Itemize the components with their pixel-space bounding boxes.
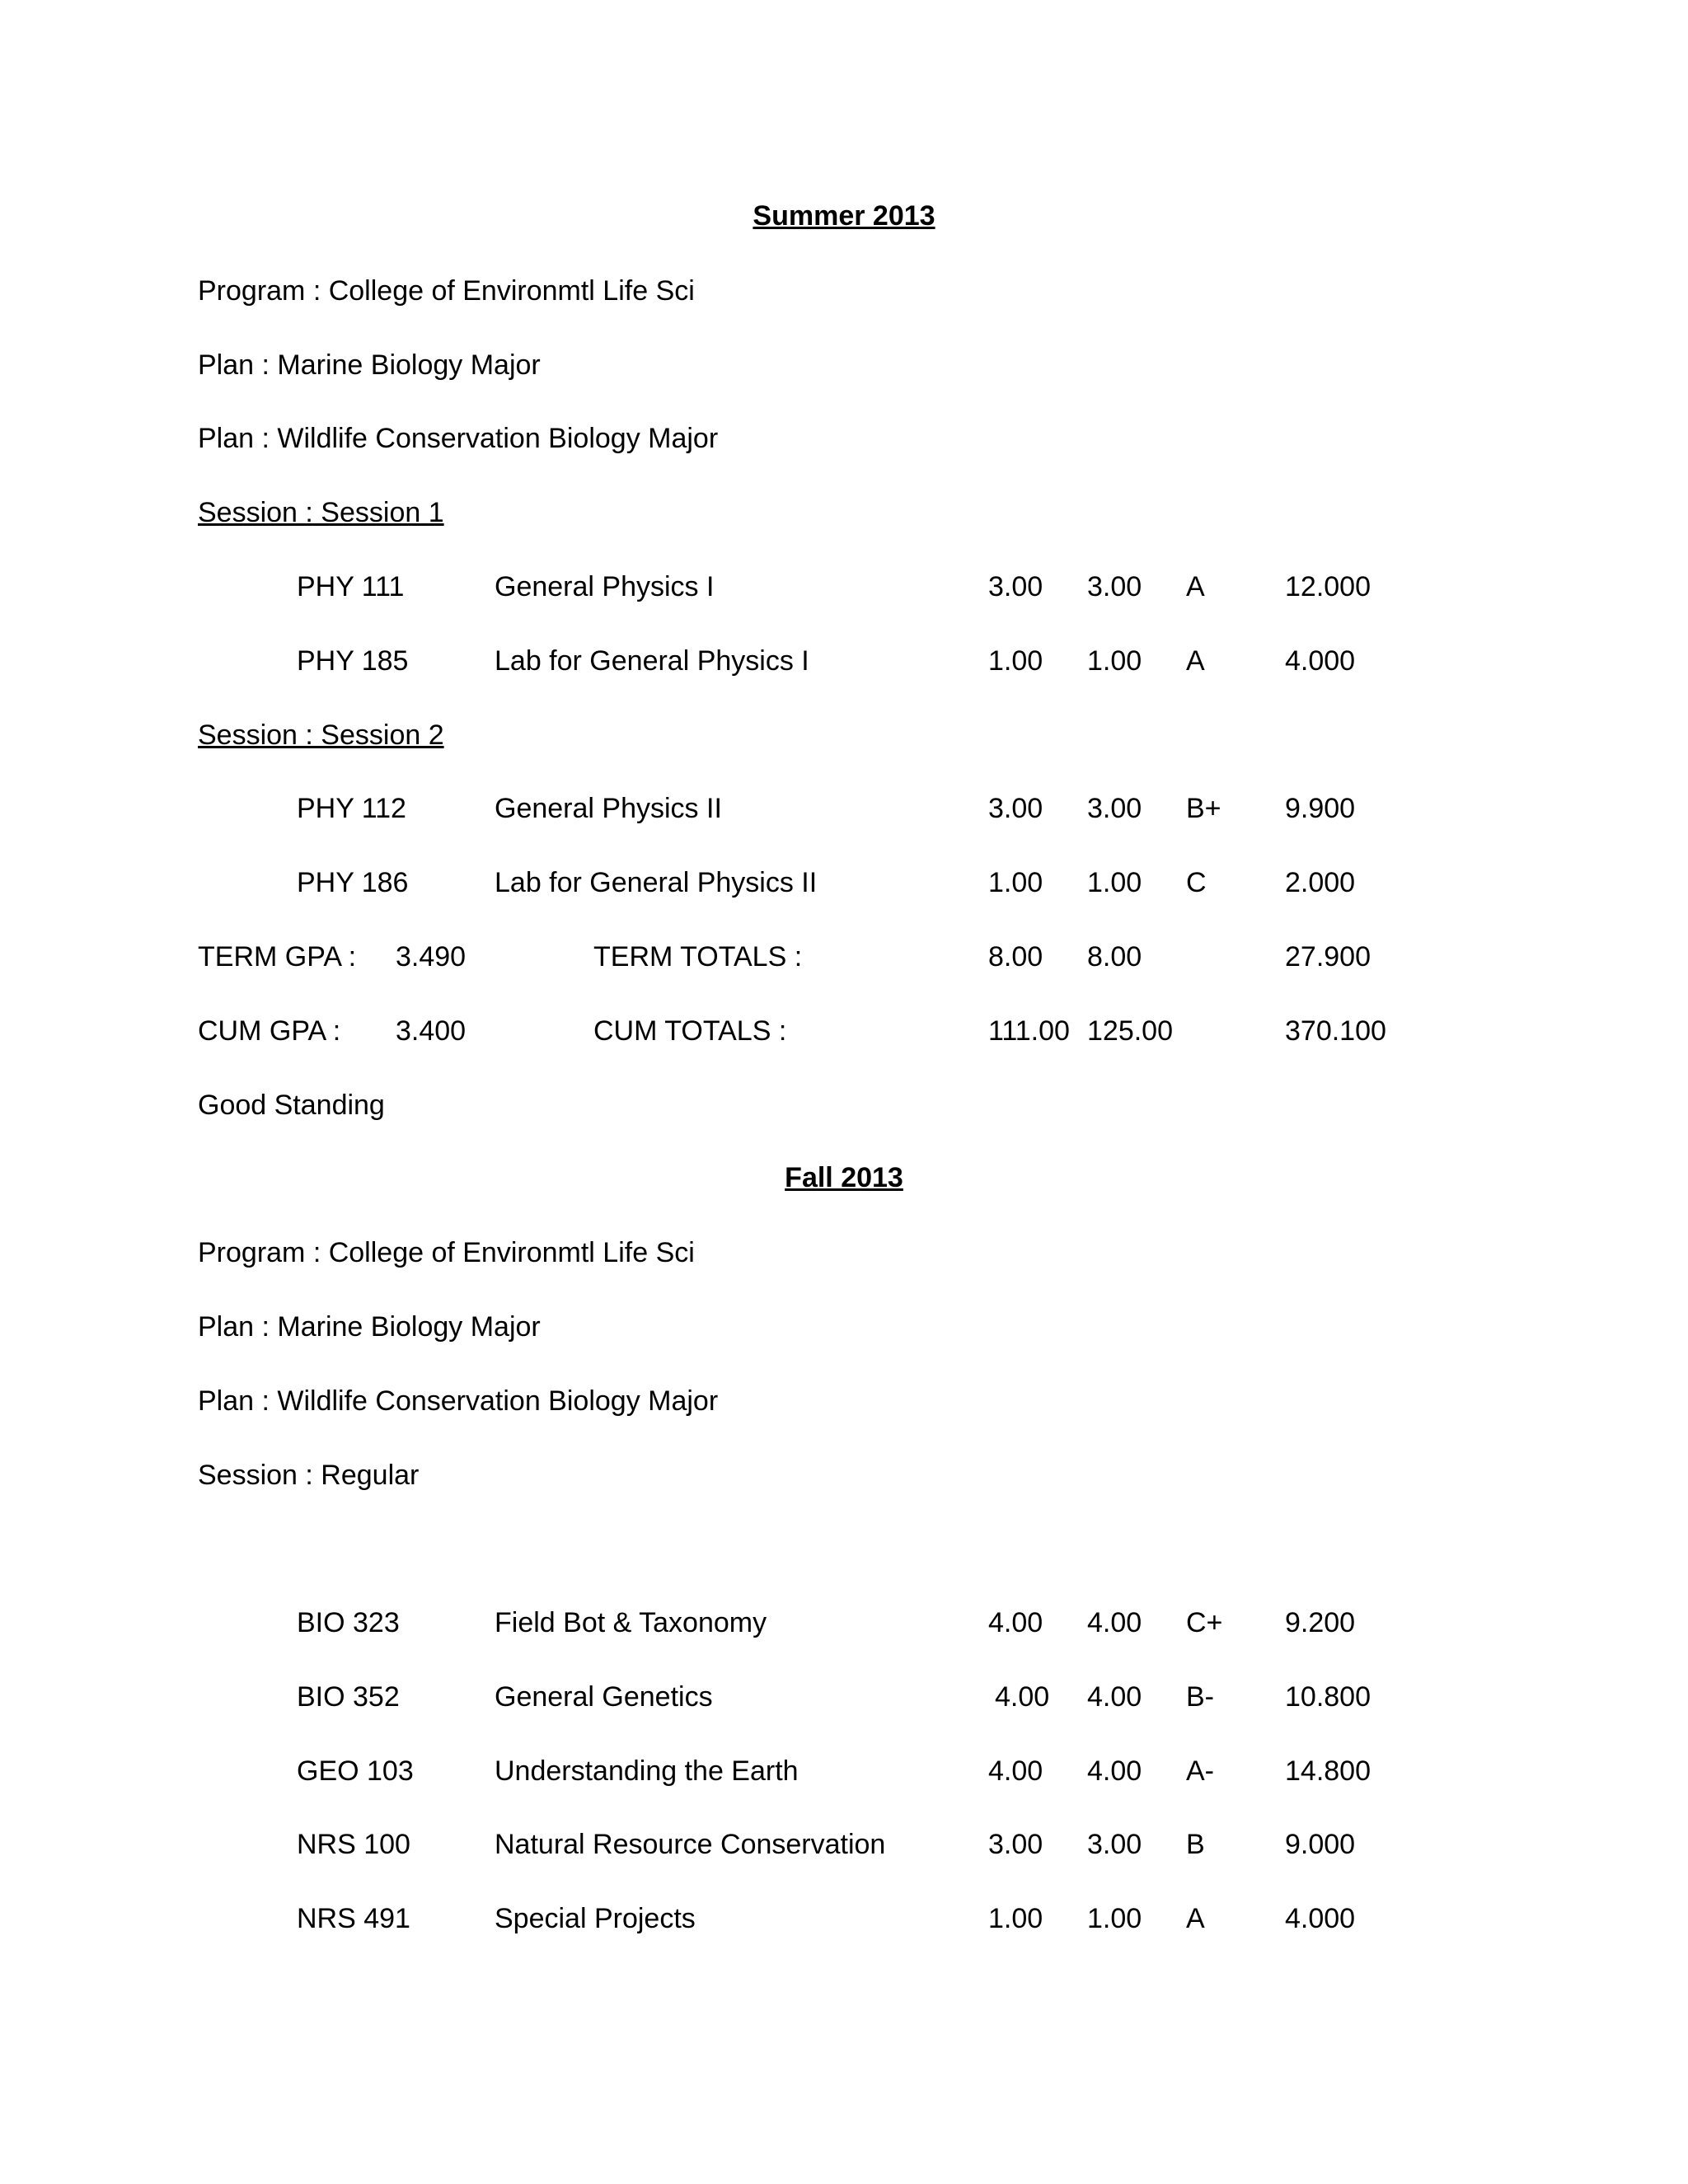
term-heading-fall: Fall 2013 — [785, 1162, 903, 1193]
units-attempted: 3.00 — [988, 793, 1043, 824]
cum-units-earned: 125.00 — [1087, 1015, 1173, 1047]
course-code: PHY 112 — [297, 793, 406, 824]
grade-points: 9.000 — [1285, 1829, 1356, 1860]
course-title: General Physics I — [495, 571, 715, 602]
units-earned: 1.00 — [1087, 1903, 1142, 1934]
term-heading-summer: Summer 2013 — [753, 200, 935, 232]
units-attempted: 1.00 — [988, 1903, 1043, 1934]
units-attempted: 3.00 — [988, 1829, 1043, 1860]
course-title: General Physics II — [495, 793, 722, 824]
units-earned: 1.00 — [1087, 645, 1142, 677]
grade-points: 12.000 — [1285, 571, 1371, 602]
program-line: Program : College of Environmtl Life Sci — [198, 1237, 695, 1268]
course-code: BIO 323 — [297, 1607, 400, 1638]
grade-points: 9.200 — [1285, 1607, 1356, 1638]
grade-points: 9.900 — [1285, 793, 1356, 824]
cum-totals-label: CUM TOTALS : — [593, 1015, 787, 1047]
units-attempted: 1.00 — [988, 867, 1043, 898]
course-title: Lab for General Physics I — [495, 645, 809, 677]
term-grade-points: 27.900 — [1285, 941, 1371, 972]
plan-line: Plan : Marine Biology Major — [198, 1311, 541, 1343]
units-earned: 3.00 — [1087, 1829, 1142, 1860]
course-title: General Genetics — [495, 1681, 713, 1713]
units-attempted: 4.00 — [988, 1755, 1043, 1787]
grade-points: 2.000 — [1285, 867, 1356, 898]
academic-standing: Good Standing — [198, 1090, 385, 1121]
grade: A — [1186, 645, 1205, 677]
units-attempted: 3.00 — [988, 571, 1043, 602]
course-title: Natural Resource Conservation — [495, 1829, 886, 1860]
grade-points: 4.000 — [1285, 645, 1356, 677]
cum-units-attempted: 111.00 — [988, 1015, 1070, 1047]
course-title: Field Bot & Taxonomy — [495, 1607, 767, 1638]
course-code: PHY 185 — [297, 645, 409, 677]
plan-line: Plan : Marine Biology Major — [198, 349, 541, 381]
grade-points: 14.800 — [1285, 1755, 1371, 1787]
cum-grade-points: 370.100 — [1285, 1015, 1386, 1047]
plan-line: Plan : Wildlife Conservation Biology Major — [198, 423, 719, 454]
units-earned: 3.00 — [1087, 571, 1142, 602]
units-attempted: 1.00 — [988, 645, 1043, 677]
cum-gpa-value: 3.400 — [396, 1015, 467, 1047]
units-earned: 4.00 — [1087, 1607, 1142, 1638]
units-earned: 3.00 — [1087, 793, 1142, 824]
course-code: PHY 111 — [297, 571, 405, 602]
course-code: BIO 352 — [297, 1681, 400, 1713]
session-label: Session : Session 1 — [198, 497, 444, 528]
grade-points: 10.800 — [1285, 1681, 1371, 1713]
session-label: Session : Regular — [198, 1460, 420, 1491]
course-title: Lab for General Physics II — [495, 867, 818, 898]
course-title: Special Projects — [495, 1903, 696, 1934]
cum-gpa-label: CUM GPA : — [198, 1015, 341, 1047]
grade-points: 4.000 — [1285, 1903, 1356, 1934]
term-totals-label: TERM TOTALS : — [593, 941, 803, 972]
grade: B — [1186, 1829, 1205, 1860]
units-attempted: 4.00 — [988, 1607, 1043, 1638]
course-code: GEO 103 — [297, 1755, 414, 1787]
course-code: PHY 186 — [297, 867, 409, 898]
grade: C — [1186, 867, 1207, 898]
program-line: Program : College of Environmtl Life Sci — [198, 275, 695, 307]
term-units-attempted: 8.00 — [988, 941, 1043, 972]
term-gpa-value: 3.490 — [396, 941, 467, 972]
units-attempted: 4.00 — [995, 1681, 1050, 1713]
session-label: Session : Session 2 — [198, 719, 444, 751]
grade: A — [1186, 571, 1205, 602]
course-code: NRS 100 — [297, 1829, 410, 1860]
grade: A- — [1186, 1755, 1214, 1787]
units-earned: 1.00 — [1087, 867, 1142, 898]
grade: B- — [1186, 1681, 1214, 1713]
units-earned: 4.00 — [1087, 1681, 1142, 1713]
units-earned: 4.00 — [1087, 1755, 1142, 1787]
course-title: Understanding the Earth — [495, 1755, 799, 1787]
grade: B+ — [1186, 793, 1221, 824]
plan-line: Plan : Wildlife Conservation Biology Major — [198, 1385, 719, 1417]
term-units-earned: 8.00 — [1087, 941, 1142, 972]
grade: C+ — [1186, 1607, 1223, 1638]
term-gpa-label: TERM GPA : — [198, 941, 357, 972]
grade: A — [1186, 1903, 1205, 1934]
course-code: NRS 491 — [297, 1903, 410, 1934]
